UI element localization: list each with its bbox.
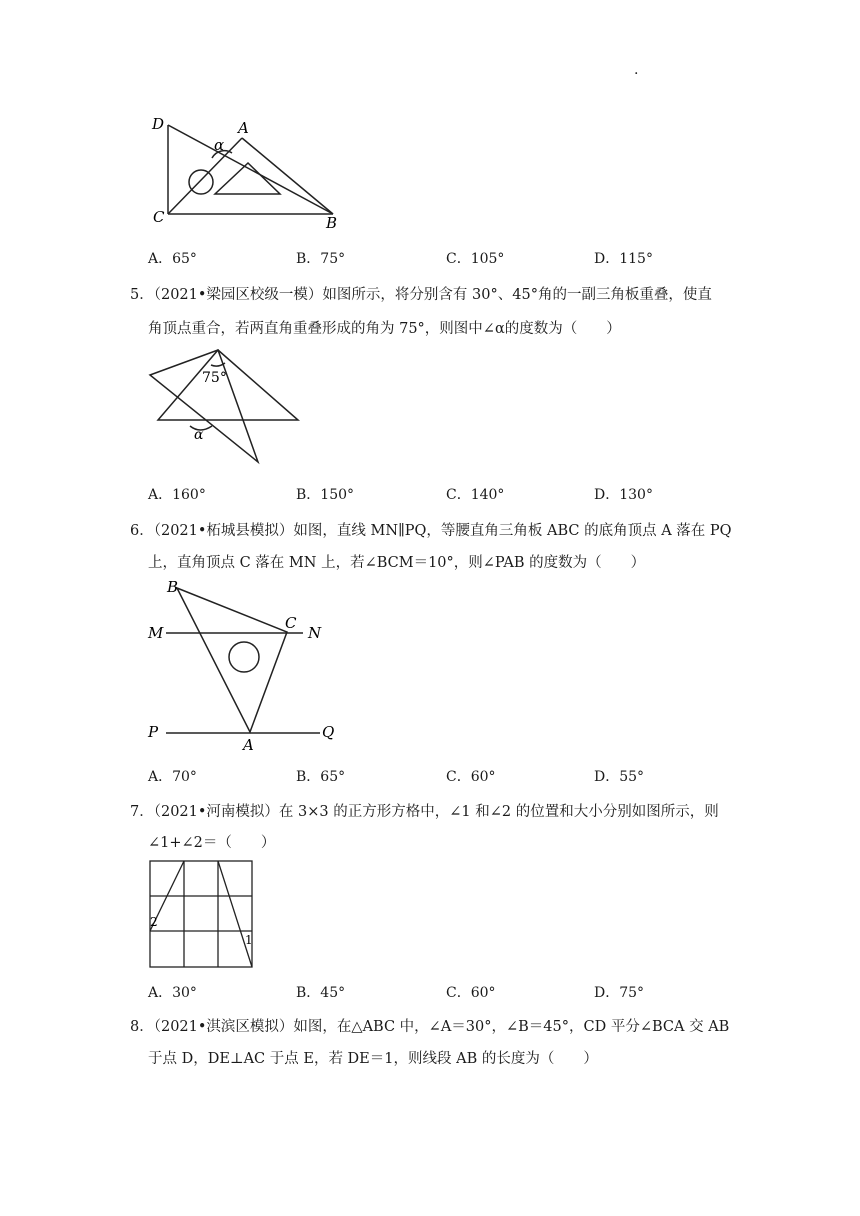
- q4-edge-db: [168, 125, 333, 214]
- q7-label-1: 1: [245, 933, 253, 947]
- page-corner-mark: .: [634, 62, 639, 78]
- q6-label-n: N: [308, 624, 322, 642]
- q7-segment-angle1: [218, 861, 252, 967]
- q6-option-d: D．55°: [594, 769, 645, 785]
- q4-option-a: A．65°: [148, 251, 197, 267]
- q6-option-a: A．70°: [148, 769, 197, 785]
- q4-edge-ca: [168, 138, 242, 214]
- q6-option-b: B．65°: [296, 769, 346, 785]
- q5-text-line1: 5．（2021•梁园区校级一模）如图所示，将分别含有 30°、45°角的一副三角板重叠，使直: [130, 287, 712, 303]
- q8-text-line1: 8．（2021•淇滨区模拟）如图，在△ABC 中，∠A＝30°，∠B＝45°，CD 平分∠BCA 交 AB: [130, 1019, 730, 1035]
- q8-text-line2: 于点 D，DE⊥AC 于点 E，若 DE＝1，则线段 AB 的长度为（ ）: [148, 1051, 598, 1067]
- q5-option-c: C．140°: [446, 487, 505, 503]
- q5-option-a: A．160°: [148, 487, 206, 503]
- q7-option-d: D．75°: [594, 985, 645, 1001]
- q6-option-c: C．60°: [446, 769, 496, 785]
- q6-triangle-abc: [177, 588, 287, 732]
- q5-option-b: B．150°: [296, 487, 355, 503]
- q4-plate-hole: [189, 170, 213, 194]
- q6-text-line1: 6．（2021•柘城县模拟）如图，直线 MN∥PQ，等腰直角三角板 ABC 的底角顶点 A 落在 PQ: [130, 523, 732, 539]
- q6-label-m: M: [148, 624, 164, 642]
- q6-figure: [140, 575, 355, 755]
- q4-option-d: D．115°: [594, 251, 653, 267]
- q4-option-b: B．75°: [296, 251, 346, 267]
- q4-label-a: A: [238, 119, 249, 137]
- q4-edge-ab: [242, 138, 333, 214]
- q6-label-p: P: [148, 723, 159, 741]
- q7-option-b: B．45°: [296, 985, 346, 1001]
- q7-grid-figure: [149, 860, 255, 970]
- q6-label-c: C: [285, 614, 297, 632]
- q5-triangle-45: [158, 350, 298, 420]
- q6-label-a: A: [243, 736, 254, 754]
- q4-label-d: D: [152, 115, 165, 133]
- q7-grid-border: [150, 861, 252, 967]
- q4-label-b: B: [326, 214, 338, 232]
- q4-figure: [140, 110, 360, 235]
- q6-label-b: B: [167, 578, 179, 596]
- q7-label-2: 2: [150, 915, 158, 929]
- q7-text-line2: ∠1+∠2＝（ ）: [148, 835, 276, 851]
- q6-label-q: Q: [322, 723, 335, 741]
- q5-text-line2: 角顶点重合，若两直角重叠形成的角为 75°，则图中∠α的度数为（ ）: [148, 321, 621, 337]
- q6-text-line2: 上，直角顶点 C 落在 MN 上，若∠BCM＝10°，则∠PAB 的度数为（ ）: [148, 555, 646, 571]
- q4-option-c: C．105°: [446, 251, 505, 267]
- q5-option-d: D．130°: [594, 487, 653, 503]
- q7-option-a: A．30°: [148, 985, 197, 1001]
- q7-text-line1: 7．（2021•河南模拟）在 3×3 的正方形方格中，∠1 和∠2 的位置和大小分别如图所示，则: [130, 804, 719, 820]
- q5-label-alpha: α: [194, 427, 204, 443]
- q4-label-alpha: α: [214, 136, 225, 154]
- q5-label-75: 75°: [202, 370, 227, 386]
- q5-figure: [140, 342, 310, 467]
- q7-option-c: C．60°: [446, 985, 496, 1001]
- q4-label-c: C: [153, 208, 165, 226]
- q6-plate-hole: [229, 642, 259, 672]
